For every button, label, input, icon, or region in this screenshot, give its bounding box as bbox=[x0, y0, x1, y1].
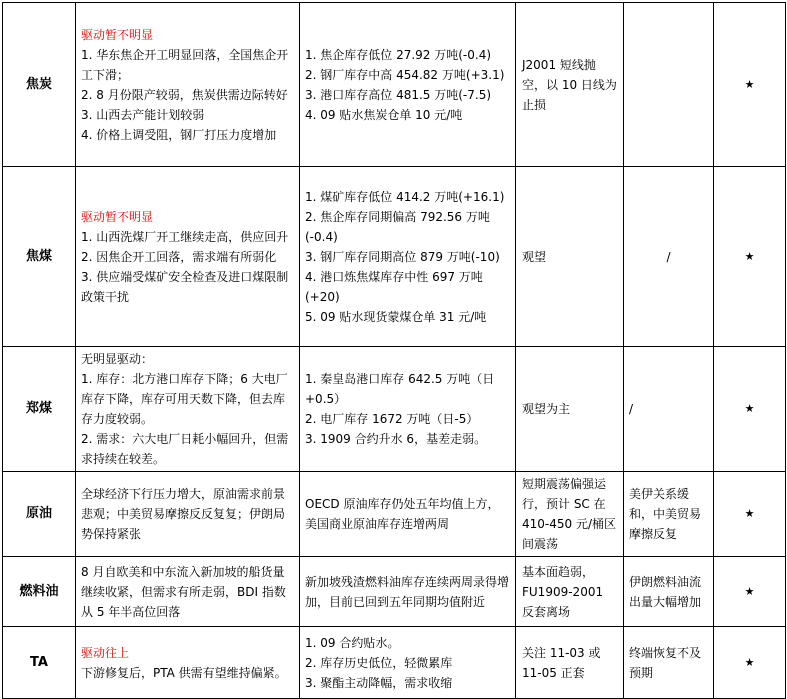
drivers-cell bbox=[76, 627, 300, 699]
table-row bbox=[3, 3, 786, 167]
view-cell: J2001 短线抛空，以 10 日线为止损 bbox=[516, 3, 624, 167]
drivers-cell bbox=[76, 347, 300, 472]
data-line: 3. 1909 合约升水 6，基差走弱。 bbox=[305, 432, 487, 446]
driver-line: 下游修复后，PTA 供需有望维持偏紧。 bbox=[81, 665, 287, 680]
table-row bbox=[3, 557, 786, 627]
data-cell bbox=[300, 167, 516, 347]
commodity-strategy-table bbox=[2, 2, 786, 699]
driver-line: 驱动往上 bbox=[81, 645, 130, 660]
commodity-name: 郑煤 bbox=[3, 347, 76, 472]
driver-line: 1. 库存：北方港口库存下降；6 大电厂库存下降，库存可用天数下降，但去库存力度较弱。 bbox=[81, 372, 288, 426]
table-row bbox=[3, 347, 786, 472]
driver-line: 2. 因焦企开工回落，需求端有所弱化 bbox=[81, 249, 277, 264]
driver-line: 2. 需求：六大电厂日耗小幅回升，但需求持续在较差。 bbox=[81, 432, 289, 466]
data-cell bbox=[300, 557, 516, 627]
driver-line: 驱动暂不明显 bbox=[81, 209, 154, 224]
data-line: 3. 港口库存高位 481.5 万吨(-7.5) bbox=[305, 87, 492, 102]
data-line: 2. 焦企库存同期偏高 792.56 万吨(-0.4) bbox=[305, 209, 490, 244]
data-line: 4. 港口炼焦煤库存中性 697 万吨(+20) bbox=[305, 269, 483, 304]
view-cell: 基本面趋弱，FU1909-2001 反套离场 bbox=[516, 557, 624, 627]
commodity-name: 原油 bbox=[3, 472, 76, 557]
data-line: 5. 09 贴水现货蒙煤仓单 31 元/吨 bbox=[305, 309, 487, 324]
driver-line: 1. 华东焦企开工明显回落，全国焦企开工下滑； bbox=[81, 47, 289, 82]
star-rating: ★ bbox=[714, 347, 786, 472]
driver-line: 8 月自欧美和中东流入新加坡的船货量继续收紧，但需求有所走弱，BDI 指数从 5 年半高位回落 bbox=[81, 564, 286, 619]
view-cell: 观望 bbox=[516, 167, 624, 347]
drivers-cell bbox=[76, 167, 300, 347]
data-line: 1. 09 合约贴水。 bbox=[305, 635, 400, 650]
driver-line: 2. 8 月份限产较弱，焦炭供需边际转好 bbox=[81, 87, 288, 102]
view-cell: 观望为主 bbox=[516, 347, 624, 472]
data-cell bbox=[300, 3, 516, 167]
data-line: 1. 煤矿库存低位 414.2 万吨(+16.1) bbox=[305, 189, 505, 204]
data-line: OECD 原油库存仍处五年均值上方，美国商业原油库存连增两周 bbox=[305, 497, 500, 531]
data-line: 4. 09 贴水焦炭仓单 10 元/吨 bbox=[305, 107, 463, 122]
commodity-name: 焦炭 bbox=[3, 3, 76, 167]
star-rating: ★ bbox=[714, 167, 786, 347]
data-cell bbox=[300, 472, 516, 557]
other-cell: / bbox=[624, 347, 714, 472]
other-cell: 终端恢复不及预期 bbox=[624, 627, 714, 699]
table-row bbox=[3, 167, 786, 347]
view-cell: 短期震荡偏强运行，预计 SC 在 410-450 元/桶区间震荡 bbox=[516, 472, 624, 557]
drivers-cell bbox=[76, 557, 300, 627]
star-rating: ★ bbox=[714, 472, 786, 557]
driver-line: 驱动暂不明显 bbox=[81, 27, 154, 42]
data-line: 3. 聚酯主动降幅，需求收缩 bbox=[305, 675, 453, 690]
other-cell bbox=[624, 3, 714, 167]
data-cell bbox=[300, 627, 516, 699]
data-line: 3. 钢厂库存同期高位 879 万吨(-10) bbox=[305, 249, 500, 264]
data-line: 新加坡残渣燃料油库存连续两周录得增加，目前已回到五年同期均值附近 bbox=[305, 574, 510, 609]
driver-line: 无明显驱动： bbox=[81, 352, 154, 366]
other-cell: / bbox=[624, 167, 714, 347]
drivers-cell bbox=[76, 472, 300, 557]
commodity-name: 燃料油 bbox=[3, 557, 76, 627]
data-cell bbox=[300, 347, 516, 472]
driver-line: 全球经济下行压力增大，原油需求前景悲观；中美贸易摩擦反反复复；伊朗局势保持紧张 bbox=[81, 487, 286, 541]
commodity-name: TA bbox=[3, 627, 76, 699]
data-line: 1. 焦企库存低位 27.92 万吨(-0.4) bbox=[305, 47, 492, 62]
view-cell: 关注 11-03 或 11-05 正套 bbox=[516, 627, 624, 699]
other-cell: 伊朗燃料油流出量大幅增加 bbox=[624, 557, 714, 627]
drivers-cell bbox=[76, 3, 300, 167]
driver-line: 4. 价格上调受阻，钢厂打压力度增加 bbox=[81, 127, 277, 142]
data-line: 1. 秦皇岛港口库存 642.5 万吨（日+0.5） bbox=[305, 372, 495, 406]
data-line: 2. 库存历史低位，轻微累库 bbox=[305, 655, 453, 670]
data-line: 2. 电厂库存 1672 万吨（日-5） bbox=[305, 412, 479, 426]
commodity-name: 焦煤 bbox=[3, 167, 76, 347]
star-rating: ★ bbox=[714, 627, 786, 699]
star-rating: ★ bbox=[714, 3, 786, 167]
other-cell: 美伊关系缓和，中美贸易摩擦反复 bbox=[624, 472, 714, 557]
driver-line: 3. 山西去产能计划较弱 bbox=[81, 107, 205, 122]
table-row bbox=[3, 627, 786, 699]
star-rating: ★ bbox=[714, 557, 786, 627]
table-row bbox=[3, 472, 786, 557]
data-line: 2. 钢厂库存中高 454.82 万吨(+3.1) bbox=[305, 67, 505, 82]
driver-line: 3. 供应端受煤矿安全检查及进口煤限制政策干扰 bbox=[81, 269, 289, 304]
driver-line: 1. 山西洗煤厂开工继续走高，供应回升 bbox=[81, 229, 289, 244]
